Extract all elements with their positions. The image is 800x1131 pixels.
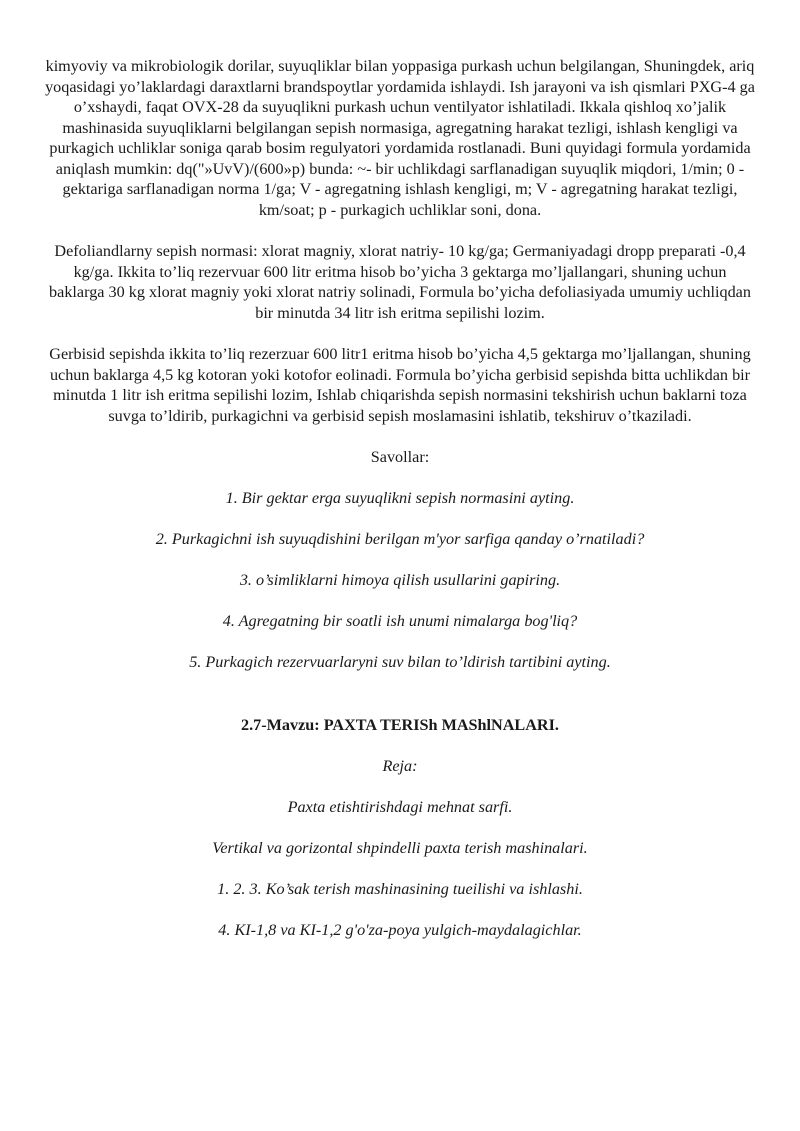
topic-title: 2.7-Mavzu: PAXTA TERISh MAShlNALARI.	[241, 715, 559, 734]
spacer	[44, 323, 756, 344]
plan-item: Paxta etishtirishdagi mehnat sarfi.	[287, 797, 513, 816]
paragraph-sprayer-description: kimyoviy va mikrobiologik dorilar, suyuqliklar bilan yoppasiga purkash uchun belgilangan, Shuningdek, ariq yoqasidagi yo’laklardagi daraxtlarni brandspoytlar yordamida ishlaydi. Ish jarayoni va ish qismlari PXG-4 ga o’xshaydi, faqat OVX-28 da suyuqlikni purkash uchun ventilyator ishlatiladi. Ikkala qishloq xo’jalik mashinasida suyuqliklarni belgilangan sepish normasiga, agregatning harakat tezligi, ishlash kengligi va purkagich uchliklar soniga qarab bosim regulyatori yordamida rostlanadi. Buni quyidagi formula yordamida aniqlash mumkin: dq("»UvV)/(600»p) bunda: ~- bir uchlikdagi sarflanadigan suyuqlik miqdori, 1/min; 0 - gektariga sarflanadigan norma 1/ga; V - agregatning ishlash kengligi, m; V - agregatning harakat tezligi, km/soat; p - purkagich uchliklar soni, dona.	[45, 57, 755, 219]
questions-heading: Savollar:	[370, 448, 430, 466]
spacer	[44, 426, 756, 447]
spacer	[44, 468, 756, 489]
spacer	[44, 735, 756, 756]
paragraph-defoliant-norm: Defoliandlarny sepish normasi: xlorat magniy, xlorat natriy- 10 kg/ga; Germaniyadagi dropp preparati -0,4 kg/ga. Ikkita to’liq rezervuar 600 litr eritma hisob bo’yicha 3 gektarga mo’ljallangari, shuning uchun baklarga 30 kg xlorat magniy yoki xlorat natriy solinadi, Formula bo’yicha defoliasiyada umumiy uchliqdan bir minutda 34 litr ish eritma sepilishi lozim.	[49, 242, 751, 322]
spacer	[44, 858, 756, 879]
plan-item: 4. KI-1,8 va KI-1,2 g'o'za-poya yulgich-maydalagichlar.	[218, 920, 582, 939]
spacer	[44, 632, 756, 653]
question-item: 4. Agregatning bir soatli ish unumi nimalarga bog'liq?	[222, 612, 578, 630]
spacer	[44, 220, 756, 241]
spacer	[44, 817, 756, 838]
spacer	[44, 550, 756, 571]
question-item: 5. Purkagich rezervuarlaryni suv bilan to’ldirish tartibini ayting.	[189, 653, 611, 671]
paragraph-herbicide-norm: Gerbisid sepishda ikkita to’liq rezerzuar 600 litr1 eritma hisob bo’yicha 4,5 gektarga mo’ljallangan, shuning uchun baklarga 4,5 kg kotoran yoki kotofor eolinadi. Formula bo’yicha gerbisid sepishda bitta uchlikdan bir minutda 1 litr ish eritma sepilishi lozim, Ishlab chiqarishda sepish normasini tekshirish uchun baklarni toza suvga to’ldirib, purkagichni va gerbisid sepish moslamasini ishlatib, tekshiruv o’tkaziladi.	[49, 345, 751, 425]
plan-item: Vertikal va gorizontal shpindelli paxta terish mashinalari.	[212, 838, 588, 857]
plan-item: 1. 2. 3. Ko’sak terish mashinasining tueilishi va ishlashi.	[217, 879, 583, 898]
spacer	[44, 776, 756, 797]
spacer	[44, 509, 756, 530]
question-item: 1. Bir gektar erga suyuqlikni sepish normasini ayting.	[225, 489, 575, 507]
question-item: 2. Purkagichni ish suyuqdishini berilgan m'yor sarfiga qanday o’rnatiladi?	[155, 530, 645, 548]
spacer	[44, 899, 756, 920]
spacer	[44, 673, 756, 715]
plan-heading: Reja:	[382, 756, 418, 775]
document-page	[44, 56, 756, 940]
question-item: 3. o’simliklarni himoya qilish usullarini gapiring.	[239, 571, 561, 589]
spacer	[44, 591, 756, 612]
